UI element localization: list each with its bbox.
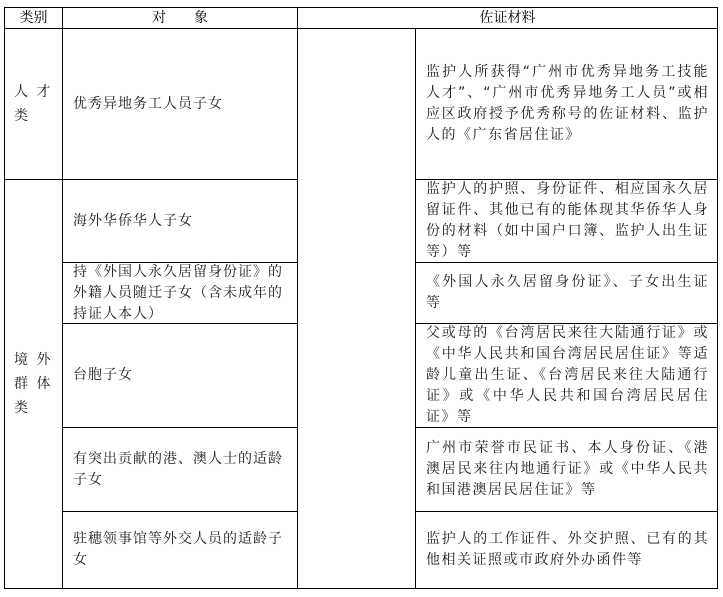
subject-cell: 海外华侨华人子女 — [73, 212, 193, 229]
materials-cell: 监护人所获得“广州市优秀异地务工技能人才”、“广州市优秀异地务工人员”或相应区政府授予优秀称号的佐证材料、监护人的《广东省居住证》 — [426, 64, 709, 143]
materials-cell: 父或母的《台湾居民来往大陆通行证》或《中华人民共和国台湾居民居住证》等适龄儿童出生证、《台湾居民来往大陆通行证》或《中华人民共和国台湾居民居住证》等 — [426, 325, 709, 425]
category-talent: 人 才 类 — [14, 84, 53, 124]
subject-cell: 台胞子女 — [73, 367, 133, 383]
materials-cell: 《外国人永久居留身份证》、子女出生证等 — [426, 274, 709, 311]
subject-cell: 持《外国人永久居留身份证》的外籍人员随迁子女（含未成年的持证人本人） — [73, 263, 283, 322]
header-subject: 对 象 — [152, 9, 208, 26]
table-bottom-border — [4, 588, 718, 589]
subject-cell: 优秀异地务工人员子女 — [73, 95, 223, 112]
materials-cell: 监护人的工作证件、外交护照、已有的其他相关证照或市政府外办函件等 — [426, 531, 709, 568]
table-right-border — [717, 7, 718, 589]
materials-cell: 监护人的护照、身份证件、相应国永久居留证件、其他已有的能体现其华侨华人身份的材料（如中国户口簿、监护人出生证等）等 — [426, 181, 709, 260]
subject-cell: 驻穗领事馆等外交人员的适龄子女 — [73, 531, 283, 568]
materials-cell: 广州市荣誉市民证书、本人身份证、《港澳居民来往内地通行证》或《中华人民共和国港澳居民居住证》等 — [426, 440, 709, 498]
header-category: 类别 — [19, 9, 48, 26]
subject-column-divider — [297, 7, 298, 589]
header-materials: 佐证材料 — [479, 9, 536, 26]
subject-cell: 有突出贡献的港、澳人士的适龄子女 — [73, 450, 283, 488]
category-overseas-group: 境 外 群 体 类 — [14, 352, 53, 416]
